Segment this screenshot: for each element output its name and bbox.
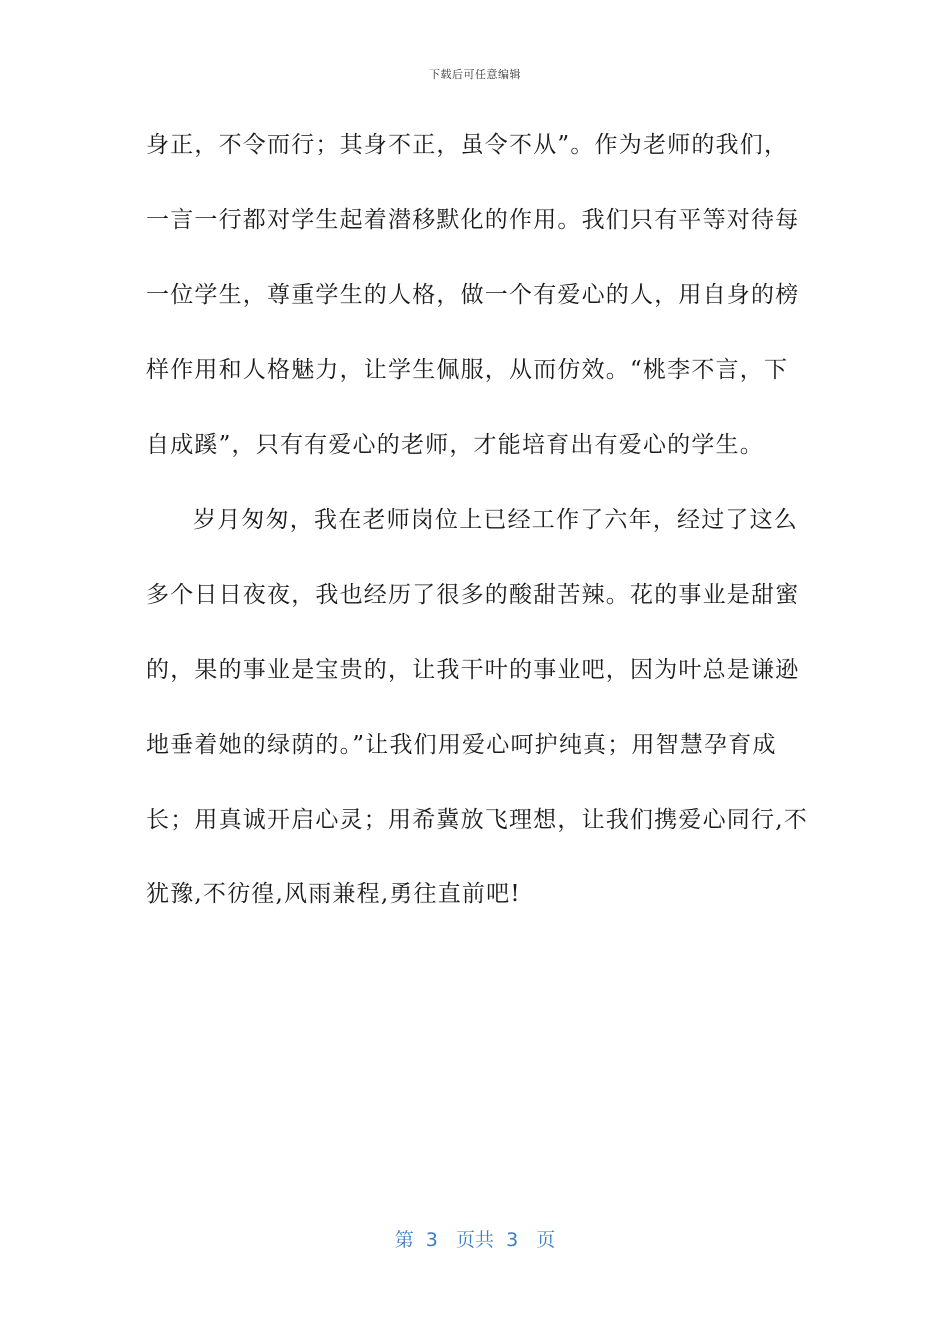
paragraph-1-line-1: 身正，不令而行；其身不正，虽令不从”。作为老师的我们， [146,132,789,158]
page-header-note: 下载后可任意编辑 [429,68,521,81]
paragraph-1-line-4: 样作用和人格魅力，让学生佩服，从而仿效。“桃李不言，下 [146,357,789,383]
paragraph-1-line-2: 一言一行都对学生起着潜移默化的作用。我们只有平等对待每 [146,207,800,233]
paragraph-2-line-4: 地垂着她的绿荫的。”让我们用爱心呵护纯真；用智慧孕育成 [146,732,777,758]
page-number-footer: 第 3 页共 3 页 [394,1229,556,1251]
paragraph-2-line-2: 多个日日夜夜，我也经历了很多的酸甜苦辣。花的事业是甜蜜 [146,582,800,608]
paragraph-2-line-6: 犹豫,不彷徨,风雨兼程,勇往直前吧! [146,881,521,907]
paragraph-1-line-5: 自成蹊”，只有有爱心的老师，才能培育出有爱心的学生。 [146,432,764,458]
paragraph-2-line-5: 长；用真诚开启心灵；用希冀放飞理想，让我们携爱心同行,不 [146,807,808,833]
paragraph-1-line-3: 一位学生，尊重学生的人格，做一个有爱心的人，用自身的榜 [146,282,800,308]
paragraph-2-line-3: 的，果的事业是宝贵的，让我干叶的事业吧，因为叶总是谦逊 [146,657,800,683]
paragraph-2-line-1: 岁月匆匆，我在老师岗位上已经工作了六年，经过了这么 [193,507,798,533]
